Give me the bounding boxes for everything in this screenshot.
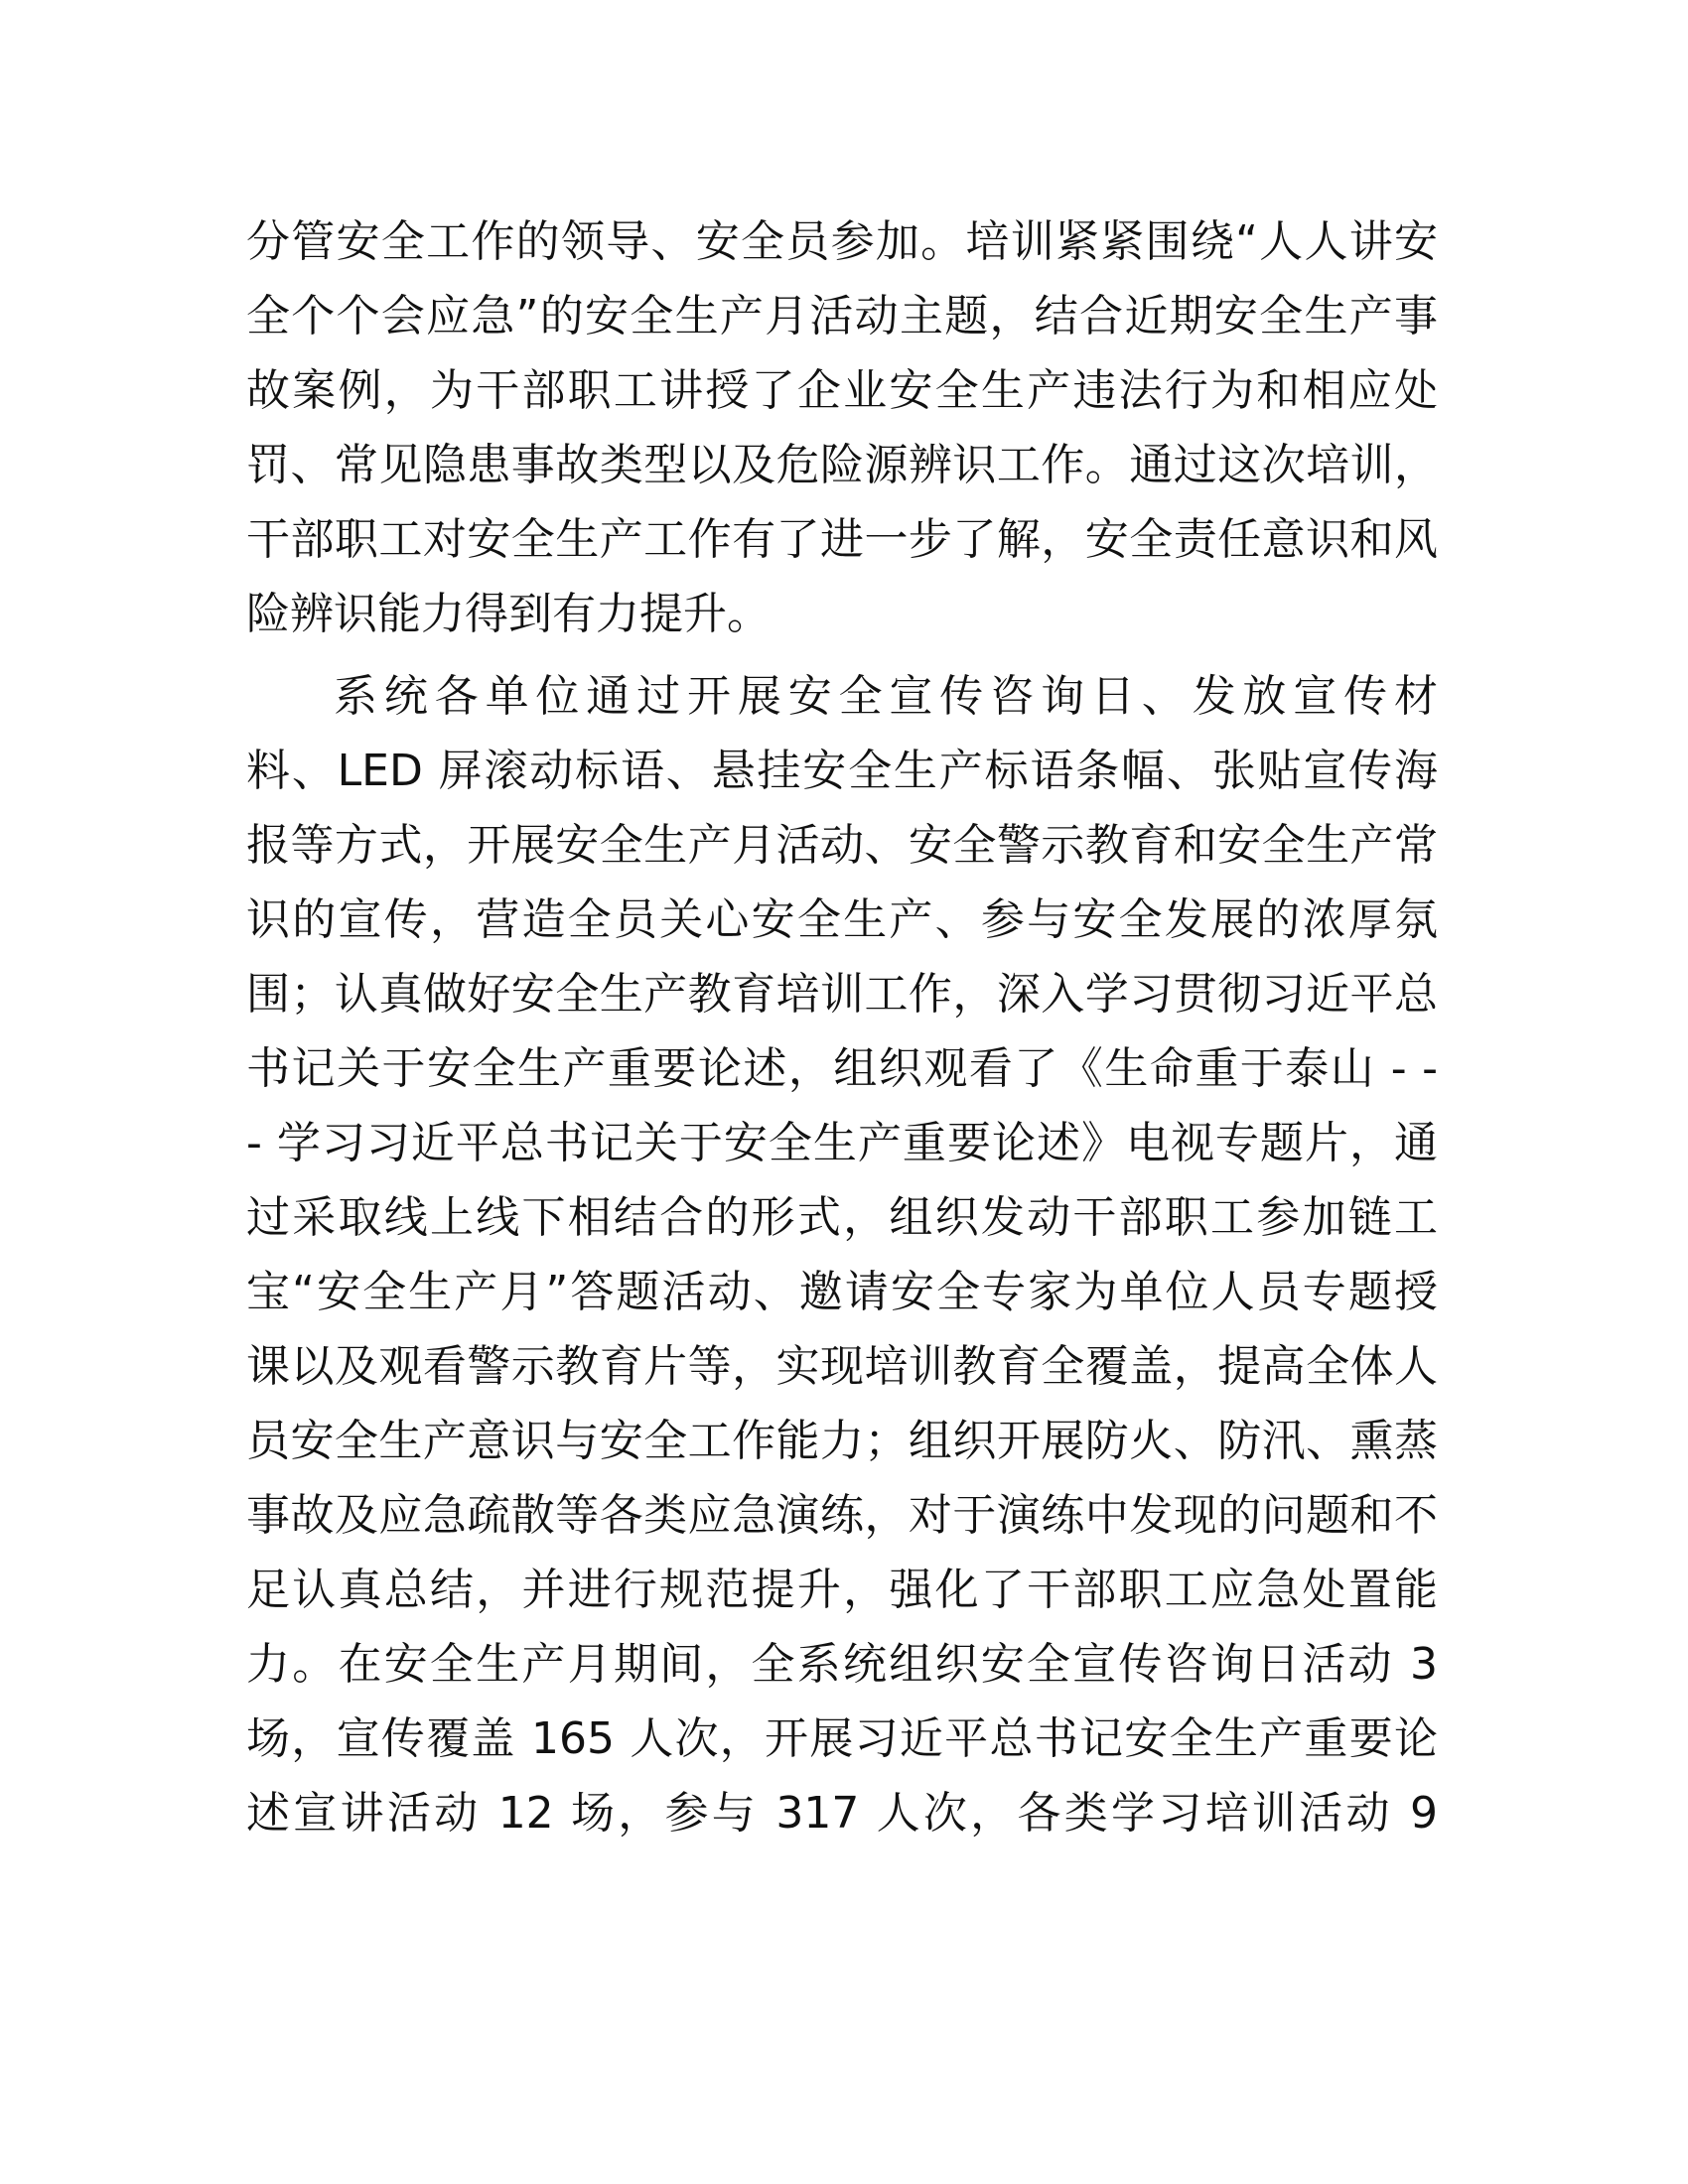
text-line: 围；认真做好安全生产教育培训工作，深入学习贯彻习近平总	[246, 969, 1438, 1020]
text-line: 分管安全工作的领导、安全员参加。培训紧紧围绕“人人讲安	[246, 216, 1438, 267]
text-line: 场，宣传覆盖 165 人次，开展习近平总书记安全生产重要论	[246, 1713, 1438, 1764]
text-line: 述宣讲活动 12 场，参与 317 人次，各类学习培训活动 9	[246, 1788, 1438, 1839]
text-line: 全个个会应急”的安全生产月活动主题，结合近期安全生产事	[246, 291, 1438, 341]
text-line: 故案例，为干部职工讲授了企业安全生产违法行为和相应处	[246, 365, 1438, 416]
text-line: 员安全生产意识与安全工作能力；组织开展防火、防汛、熏蒸	[246, 1416, 1438, 1466]
text-line: 干部职工对安全生产工作有了进一步了解，安全责任意识和风	[246, 514, 1438, 565]
text-line: 力。在安全生产月期间，全系统组织安全宣传咨询日活动 3	[246, 1639, 1438, 1690]
text-line: 险辨识能力得到有力提升。	[246, 589, 771, 639]
text-line: 罚、常见隐患事故类型以及危险源辨识工作。通过这次培训，	[246, 440, 1438, 490]
text-line: 料、LED 屏滚动标语、悬挂安全生产标语条幅、张贴宣传海	[246, 746, 1438, 796]
text-line: 书记关于安全生产重要论述，组织观看了《生命重于泰山 - -	[246, 1043, 1438, 1094]
text-line: 报等方式，开展安全生产月活动、安全警示教育和安全生产常	[246, 820, 1438, 871]
text-line: 系统各单位通过开展安全宣传咨询日、发放宣传材	[334, 671, 1438, 722]
text-line: 课以及观看警示教育片等，实现培训教育全覆盖，提高全体人	[246, 1341, 1438, 1392]
text-line: 事故及应急疏散等各类应急演练，对于演练中发现的问题和不	[246, 1490, 1438, 1541]
paragraph-2	[246, 659, 1438, 1850]
text-line: 宝“安全生产月”答题活动、邀请安全专家为单位人员专题授	[246, 1267, 1438, 1317]
paragraph-1	[246, 205, 1438, 651]
text-line: 过采取线上线下相结合的形式，组织发动干部职工参加链工	[246, 1192, 1438, 1243]
text-line: 足认真总结，并进行规范提升，强化了干部职工应急处置能	[246, 1565, 1438, 1615]
text-line: - 学习习近平总书记关于安全生产重要论述》电视专题片，通	[246, 1118, 1438, 1168]
text-line: 识的宣传，营造全员关心安全生产、参与安全发展的浓厚氛	[246, 894, 1438, 945]
document-body	[246, 205, 1438, 1850]
